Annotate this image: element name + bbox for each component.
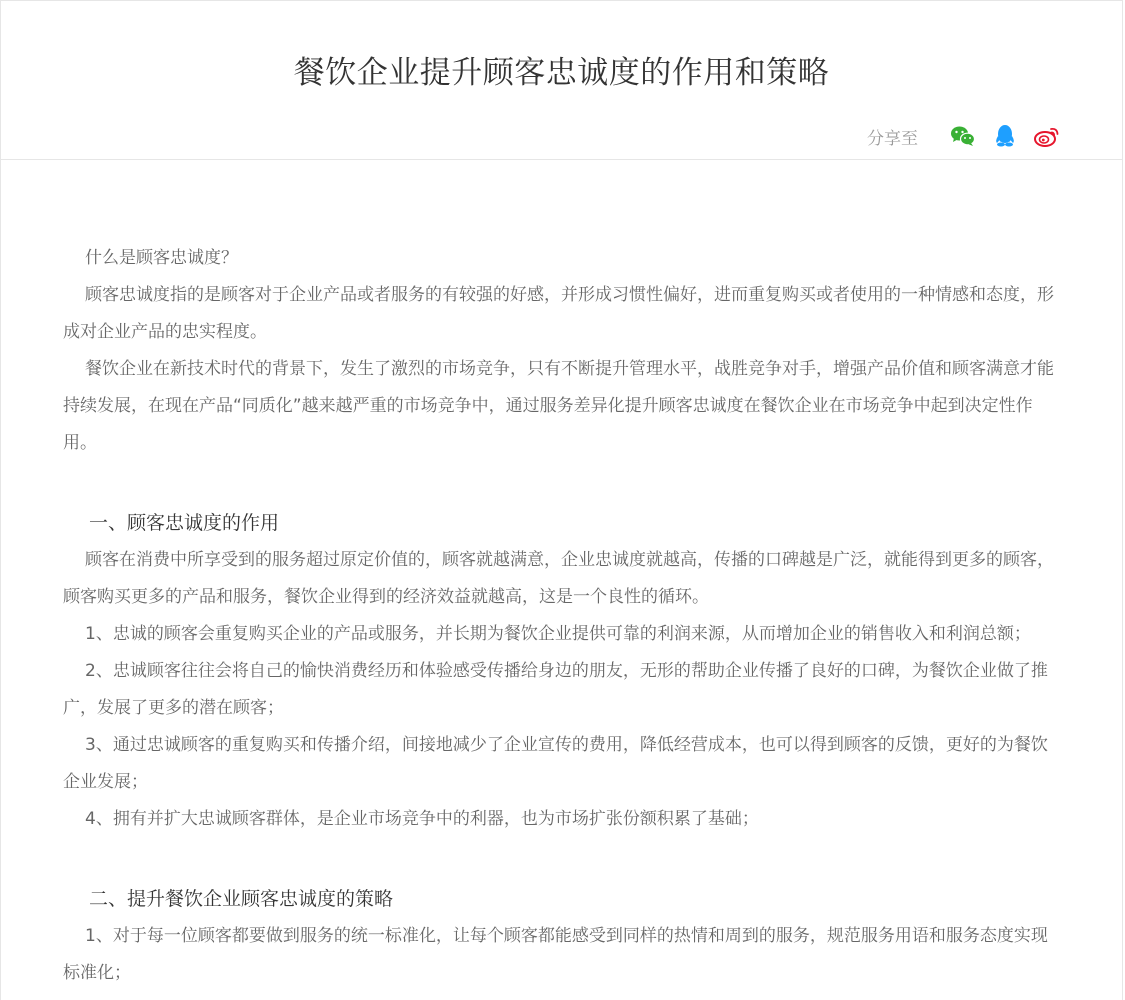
intro-paragraph: 餐饮企业在新技术时代的背景下，发生了激烈的市场竞争，只有不断提升管理水平，战胜竞争对手，增强产品价值和顾客满意才能持续发展，在现在产品“同质化”越来越严重的市场竞争中，通过服务差异化提升顾客忠诚度在餐饮企业在市场竞争中起到决定性作用。: [63, 359, 1054, 453]
section-heading: 二、提升餐饮企业顾客忠诚度的策略: [89, 888, 394, 910]
weibo-icon[interactable]: [1034, 123, 1060, 149]
section-paragraph: 顾客在消费中所享受到的服务超过原定价值的，顾客就越满意，企业忠诚度就越高，传播的口碑越是广泛，就能得到更多的顾客，顾客购买更多的产品和服务，餐饮企业得到的经济效益就越高，这是一个良性的循环。: [63, 550, 1054, 607]
section-paragraph: 1、忠诚的顾客会重复购买企业的产品或服务，并长期为餐饮企业提供可靠的利润来源，从而增加企业的销售收入和利润总额；: [85, 624, 1031, 644]
section-paragraph: 4、拥有并扩大忠诚顾客群体，是企业市场竞争中的利器，也为市场扩张份额积累了基础；: [85, 809, 759, 829]
intro-paragraph: 顾客忠诚度指的是顾客对于企业产品或者服务的有较强的好感，并形成习惯性偏好，进而重复购买或者使用的一种情感和态度，形成对企业产品的忠实程度。: [63, 285, 1054, 342]
section-paragraph: 3、通过忠诚顾客的重复购买和传播介绍，间接地减少了企业宣传的费用，降低经营成本，也可以得到顾客的反馈，更好的为餐饮企业发展；: [63, 735, 1048, 792]
article-body: [1, 160, 1122, 992]
wechat-icon[interactable]: [950, 123, 976, 149]
article-header: [1, 1, 1122, 160]
section-spacer: [63, 838, 1060, 880]
section-paragraph: 1、对于每一位顾客都要做到服务的统一标准化，让每个顾客都能感受到同样的热情和周到的服务，规范服务用语和服务态度实现标准化；: [63, 926, 1048, 983]
intro-question: 什么是顾客忠诚度？: [85, 248, 238, 268]
article-title: 餐饮企业提升顾客忠诚度的作用和策略: [293, 55, 830, 91]
section-paragraph: 2、忠诚顾客往往会将自己的愉快消费经历和体验感受传播给身边的朋友，无形的帮助企业传播了良好的口碑，为餐饮企业做了推广，发展了更多的潜在顾客；: [63, 661, 1048, 718]
qq-icon[interactable]: [992, 123, 1018, 149]
section-spacer: [63, 462, 1060, 504]
share-label: 分享至: [867, 128, 918, 149]
share-bar: [867, 123, 1060, 149]
section-heading: 一、顾客忠诚度的作用: [89, 512, 280, 534]
